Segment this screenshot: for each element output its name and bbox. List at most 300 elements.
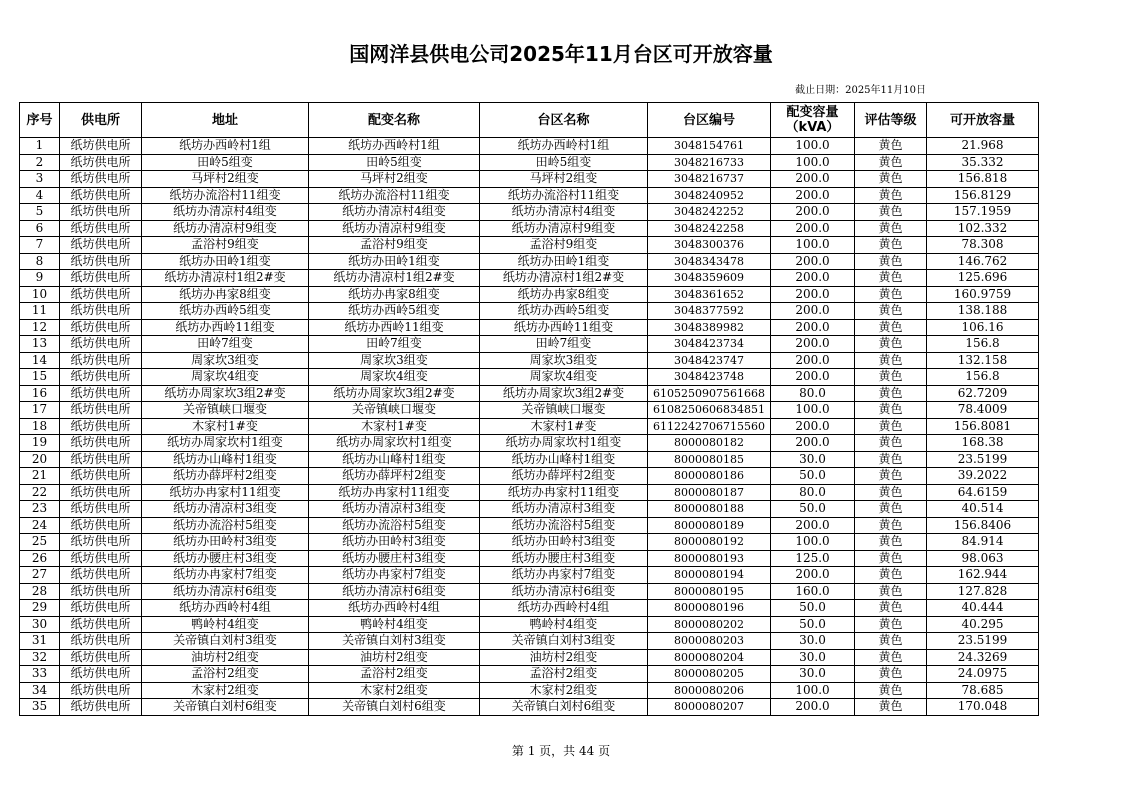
cell-open-capacity: 64.6159 <box>927 484 1039 501</box>
cell-station: 纸坊供电所 <box>60 649 142 666</box>
cell-station: 纸坊供电所 <box>60 402 142 419</box>
cell-capacity: 200.0 <box>771 699 855 716</box>
cell-transformer: 纸坊办冉家村7组变 <box>309 567 480 584</box>
header-transformer: 配变名称 <box>309 103 480 138</box>
cell-station: 纸坊供电所 <box>60 286 142 303</box>
table-row <box>20 583 1039 600</box>
cell-address: 纸坊办西岭村1组 <box>142 138 309 155</box>
cell-open-capacity: 160.9759 <box>927 286 1039 303</box>
cell-area-code: 8000080204 <box>648 649 771 666</box>
cell-capacity: 100.0 <box>771 138 855 155</box>
cell-capacity: 50.0 <box>771 616 855 633</box>
cell-grade: 黄色 <box>855 204 927 221</box>
cell-index: 15 <box>20 369 60 386</box>
cell-open-capacity: 106.16 <box>927 319 1039 336</box>
table-row <box>20 666 1039 683</box>
cell-area-code: 3048423748 <box>648 369 771 386</box>
cell-area-code: 8000080194 <box>648 567 771 584</box>
cell-capacity: 80.0 <box>771 385 855 402</box>
footer-page-suffix: 页 <box>598 744 611 758</box>
table-row <box>20 154 1039 171</box>
cell-index: 16 <box>20 385 60 402</box>
cell-address: 纸坊办清凉村1组2#变 <box>142 270 309 287</box>
cell-open-capacity: 78.4009 <box>927 402 1039 419</box>
cell-address: 纸坊办周家坎3组2#变 <box>142 385 309 402</box>
table-row <box>20 616 1039 633</box>
table-row <box>20 303 1039 320</box>
cell-capacity: 50.0 <box>771 468 855 485</box>
cell-area-code: 6112242706715560 <box>648 418 771 435</box>
cell-station: 纸坊供电所 <box>60 666 142 683</box>
cell-area-name: 油坊村2组变 <box>480 649 648 666</box>
page-title: 国网洋县供电公司2025年11月台区可开放容量 <box>349 42 773 66</box>
cell-station: 纸坊供电所 <box>60 501 142 518</box>
cell-area-code: 3048423734 <box>648 336 771 353</box>
cell-address: 木家村2组变 <box>142 682 309 699</box>
cell-area-name: 田岭5组变 <box>480 154 648 171</box>
cell-transformer: 纸坊办西岭5组变 <box>309 303 480 320</box>
cell-capacity: 100.0 <box>771 402 855 419</box>
cell-area-name: 周家坎3组变 <box>480 352 648 369</box>
cell-open-capacity: 156.8 <box>927 369 1039 386</box>
cell-grade: 黄色 <box>855 699 927 716</box>
cell-address: 关帝镇白刘村6组变 <box>142 699 309 716</box>
page-footer <box>0 742 1122 759</box>
cell-transformer: 纸坊办西岭村1组 <box>309 138 480 155</box>
cell-area-code: 3048216733 <box>648 154 771 171</box>
cell-capacity: 200.0 <box>771 204 855 221</box>
cell-capacity: 200.0 <box>771 418 855 435</box>
cell-open-capacity: 156.8081 <box>927 418 1039 435</box>
table-row <box>20 418 1039 435</box>
capacity-table <box>19 102 1039 716</box>
cell-area-name: 周家坎4组变 <box>480 369 648 386</box>
cell-area-name: 纸坊办清凉村6组变 <box>480 583 648 600</box>
cell-open-capacity: 40.514 <box>927 501 1039 518</box>
cell-grade: 黄色 <box>855 418 927 435</box>
cell-capacity: 50.0 <box>771 600 855 617</box>
cell-capacity: 200.0 <box>771 336 855 353</box>
cell-grade: 黄色 <box>855 517 927 534</box>
cell-transformer: 纸坊办流浴村11组变 <box>309 187 480 204</box>
cell-area-name: 纸坊办田岭村3组变 <box>480 534 648 551</box>
cell-address: 纸坊办山峰村1组变 <box>142 451 309 468</box>
cell-capacity: 200.0 <box>771 567 855 584</box>
cell-area-code: 3048216737 <box>648 171 771 188</box>
table-row <box>20 286 1039 303</box>
cell-area-name: 纸坊办清凉村9组变 <box>480 220 648 237</box>
cell-area-name: 鸭岭村4组变 <box>480 616 648 633</box>
cell-capacity: 200.0 <box>771 187 855 204</box>
cell-area-name: 纸坊办西岭村4组 <box>480 600 648 617</box>
cell-address: 纸坊办田岭1组变 <box>142 253 309 270</box>
footer-page-mid: 页，共 <box>539 744 576 758</box>
cell-grade: 黄色 <box>855 550 927 567</box>
cell-area-code: 8000080207 <box>648 699 771 716</box>
cell-station: 纸坊供电所 <box>60 435 142 452</box>
cell-address: 油坊村2组变 <box>142 649 309 666</box>
cell-area-name: 马坪村2组变 <box>480 171 648 188</box>
cell-address: 纸坊办流浴村11组变 <box>142 187 309 204</box>
cell-open-capacity: 156.8 <box>927 336 1039 353</box>
cell-station: 纸坊供电所 <box>60 369 142 386</box>
cell-open-capacity: 40.444 <box>927 600 1039 617</box>
cell-station: 纸坊供电所 <box>60 468 142 485</box>
cell-area-name: 纸坊办清凉村4组变 <box>480 204 648 221</box>
table-row <box>20 385 1039 402</box>
cell-area-code: 8000080187 <box>648 484 771 501</box>
cell-capacity: 200.0 <box>771 171 855 188</box>
cell-address: 纸坊办周家坎村1组变 <box>142 435 309 452</box>
cell-address: 纸坊办薛坪村2组变 <box>142 468 309 485</box>
cell-station: 纸坊供电所 <box>60 682 142 699</box>
cell-area-name: 纸坊办周家坎3组2#变 <box>480 385 648 402</box>
table-row <box>20 352 1039 369</box>
cutoff-date <box>795 81 926 96</box>
cell-station: 纸坊供电所 <box>60 418 142 435</box>
cell-capacity: 200.0 <box>771 220 855 237</box>
cell-capacity: 160.0 <box>771 583 855 600</box>
cell-grade: 黄色 <box>855 270 927 287</box>
cell-transformer: 纸坊办田岭村3组变 <box>309 534 480 551</box>
cell-area-name: 木家村1#变 <box>480 418 648 435</box>
header-capacity-line2: （kVA） <box>785 120 840 135</box>
cell-grade: 黄色 <box>855 484 927 501</box>
cell-grade: 黄色 <box>855 171 927 188</box>
table-row <box>20 253 1039 270</box>
cell-open-capacity: 132.158 <box>927 352 1039 369</box>
cell-station: 纸坊供电所 <box>60 484 142 501</box>
cell-index: 7 <box>20 237 60 254</box>
cell-transformer: 纸坊办周家坎3组2#变 <box>309 385 480 402</box>
cell-area-name: 纸坊办流浴村5组变 <box>480 517 648 534</box>
cell-open-capacity: 62.7209 <box>927 385 1039 402</box>
cell-grade: 黄色 <box>855 402 927 419</box>
cell-capacity: 125.0 <box>771 550 855 567</box>
cell-grade: 黄色 <box>855 600 927 617</box>
cell-grade: 黄色 <box>855 567 927 584</box>
cell-area-name: 纸坊办清凉村1组2#变 <box>480 270 648 287</box>
cell-transformer: 纸坊办清凉村3组变 <box>309 501 480 518</box>
cell-capacity: 30.0 <box>771 649 855 666</box>
cell-transformer: 马坪村2组变 <box>309 171 480 188</box>
cell-area-code: 8000080196 <box>648 600 771 617</box>
cell-area-code: 8000080182 <box>648 435 771 452</box>
cell-address: 纸坊办清凉村4组变 <box>142 204 309 221</box>
header-index: 序号 <box>20 103 60 138</box>
cell-open-capacity: 156.8406 <box>927 517 1039 534</box>
cell-index: 23 <box>20 501 60 518</box>
header-area-code: 台区编号 <box>648 103 771 138</box>
cell-area-name: 纸坊办流浴村11组变 <box>480 187 648 204</box>
cell-index: 28 <box>20 583 60 600</box>
cell-area-name: 纸坊办冉家村7组变 <box>480 567 648 584</box>
cell-transformer: 木家村2组变 <box>309 682 480 699</box>
cell-address: 纸坊办清凉村9组变 <box>142 220 309 237</box>
cell-station: 纸坊供电所 <box>60 633 142 650</box>
cell-transformer: 纸坊办西岭11组变 <box>309 319 480 336</box>
cell-index: 5 <box>20 204 60 221</box>
cell-transformer: 纸坊办冉家8组变 <box>309 286 480 303</box>
cell-address: 纸坊办田岭村3组变 <box>142 534 309 551</box>
cell-area-name: 纸坊办西岭村1组 <box>480 138 648 155</box>
table-row <box>20 435 1039 452</box>
table-row <box>20 451 1039 468</box>
cell-index: 21 <box>20 468 60 485</box>
cell-transformer: 木家村1#变 <box>309 418 480 435</box>
footer-page-total: 44 <box>579 744 595 758</box>
cell-capacity: 100.0 <box>771 237 855 254</box>
cell-transformer: 纸坊办田岭1组变 <box>309 253 480 270</box>
cell-address: 纸坊办冉家8组变 <box>142 286 309 303</box>
cell-index: 20 <box>20 451 60 468</box>
cell-capacity: 30.0 <box>771 666 855 683</box>
cell-transformer: 油坊村2组变 <box>309 649 480 666</box>
cell-area-name: 关帝镇峡口堰变 <box>480 402 648 419</box>
cell-index: 12 <box>20 319 60 336</box>
cell-station: 纸坊供电所 <box>60 319 142 336</box>
cell-grade: 黄色 <box>855 154 927 171</box>
cell-open-capacity: 157.1959 <box>927 204 1039 221</box>
cell-station: 纸坊供电所 <box>60 336 142 353</box>
cell-address: 纸坊办清凉村6组变 <box>142 583 309 600</box>
cell-open-capacity: 170.048 <box>927 699 1039 716</box>
cell-index: 11 <box>20 303 60 320</box>
cell-area-name: 木家村2组变 <box>480 682 648 699</box>
cell-area-code: 3048242252 <box>648 204 771 221</box>
table-row <box>20 468 1039 485</box>
table-row <box>20 682 1039 699</box>
cell-index: 29 <box>20 600 60 617</box>
cell-address: 马坪村2组变 <box>142 171 309 188</box>
cell-transformer: 纸坊办冉家村11组变 <box>309 484 480 501</box>
cell-address: 纸坊办清凉村3组变 <box>142 501 309 518</box>
cell-transformer: 关帝镇白刘村3组变 <box>309 633 480 650</box>
cell-index: 1 <box>20 138 60 155</box>
cell-grade: 黄色 <box>855 451 927 468</box>
cutoff-date-value: 2025年11月10日 <box>845 85 926 96</box>
table-row <box>20 517 1039 534</box>
cell-grade: 黄色 <box>855 468 927 485</box>
cell-index: 3 <box>20 171 60 188</box>
cell-area-code: 3048343478 <box>648 253 771 270</box>
table-row <box>20 402 1039 419</box>
cell-transformer: 纸坊办西岭村4组 <box>309 600 480 617</box>
cell-area-code: 3048361652 <box>648 286 771 303</box>
cell-area-name: 关帝镇白刘村3组变 <box>480 633 648 650</box>
cell-open-capacity: 168.38 <box>927 435 1039 452</box>
cell-index: 10 <box>20 286 60 303</box>
cell-station: 纸坊供电所 <box>60 220 142 237</box>
cell-address: 周家坎4组变 <box>142 369 309 386</box>
header-capacity-line1: 配变容量 <box>786 105 839 120</box>
cell-transformer: 孟浴村9组变 <box>309 237 480 254</box>
cutoff-date-label: 截止日期： <box>795 85 846 96</box>
cell-area-code: 3048423747 <box>648 352 771 369</box>
cell-station: 纸坊供电所 <box>60 204 142 221</box>
cell-station: 纸坊供电所 <box>60 517 142 534</box>
table-row <box>20 336 1039 353</box>
cell-area-code: 8000080202 <box>648 616 771 633</box>
cell-area-code: 3048242258 <box>648 220 771 237</box>
cell-station: 纸坊供电所 <box>60 253 142 270</box>
cell-grade: 黄色 <box>855 303 927 320</box>
cell-address: 纸坊办流浴村5组变 <box>142 517 309 534</box>
cell-grade: 黄色 <box>855 220 927 237</box>
cell-area-code: 6105250907561668 <box>648 385 771 402</box>
cell-open-capacity: 84.914 <box>927 534 1039 551</box>
cell-capacity: 100.0 <box>771 682 855 699</box>
cell-area-code: 8000080205 <box>648 666 771 683</box>
cell-index: 19 <box>20 435 60 452</box>
cell-capacity: 50.0 <box>771 501 855 518</box>
table-row <box>20 204 1039 221</box>
cell-open-capacity: 162.944 <box>927 567 1039 584</box>
cell-station: 纸坊供电所 <box>60 154 142 171</box>
cell-index: 2 <box>20 154 60 171</box>
cell-index: 24 <box>20 517 60 534</box>
cell-address: 木家村1#变 <box>142 418 309 435</box>
cell-station: 纸坊供电所 <box>60 237 142 254</box>
cell-open-capacity: 138.188 <box>927 303 1039 320</box>
cell-capacity: 200.0 <box>771 517 855 534</box>
cell-area-name: 纸坊办西岭5组变 <box>480 303 648 320</box>
table-header <box>20 103 1039 138</box>
cell-open-capacity: 127.828 <box>927 583 1039 600</box>
cell-index: 25 <box>20 534 60 551</box>
cell-area-code: 6108250606834851 <box>648 402 771 419</box>
cell-grade: 黄色 <box>855 682 927 699</box>
table-body <box>20 138 1039 716</box>
cell-capacity: 30.0 <box>771 451 855 468</box>
cell-address: 鸭岭村4组变 <box>142 616 309 633</box>
cell-transformer: 纸坊办清凉村4组变 <box>309 204 480 221</box>
cell-transformer: 纸坊办清凉村6组变 <box>309 583 480 600</box>
cell-transformer: 纸坊办薛坪村2组变 <box>309 468 480 485</box>
cell-index: 8 <box>20 253 60 270</box>
cell-address: 纸坊办冉家村7组变 <box>142 567 309 584</box>
header-capacity <box>771 103 855 138</box>
cell-address: 周家坎3组变 <box>142 352 309 369</box>
cell-station: 纸坊供电所 <box>60 352 142 369</box>
cell-address: 田岭7组变 <box>142 336 309 353</box>
cell-index: 33 <box>20 666 60 683</box>
cell-area-name: 孟浴村9组变 <box>480 237 648 254</box>
cell-area-code: 8000080186 <box>648 468 771 485</box>
cell-grade: 黄色 <box>855 649 927 666</box>
cell-transformer: 鸭岭村4组变 <box>309 616 480 633</box>
cell-address: 纸坊办冉家村11组变 <box>142 484 309 501</box>
cell-transformer: 纸坊办流浴村5组变 <box>309 517 480 534</box>
table-row <box>20 649 1039 666</box>
cell-area-code: 3048359609 <box>648 270 771 287</box>
cell-open-capacity: 125.696 <box>927 270 1039 287</box>
cell-grade: 黄色 <box>855 666 927 683</box>
cell-capacity: 200.0 <box>771 270 855 287</box>
cell-area-code: 3048389982 <box>648 319 771 336</box>
cell-area-code: 3048377592 <box>648 303 771 320</box>
cell-transformer: 周家坎3组变 <box>309 352 480 369</box>
cell-open-capacity: 98.063 <box>927 550 1039 567</box>
cell-area-code: 8000080189 <box>648 517 771 534</box>
cell-transformer: 关帝镇峡口堰变 <box>309 402 480 419</box>
cell-grade: 黄色 <box>855 369 927 386</box>
cell-area-name: 纸坊办田岭1组变 <box>480 253 648 270</box>
cell-address: 纸坊办西岭5组变 <box>142 303 309 320</box>
cell-index: 31 <box>20 633 60 650</box>
cell-transformer: 纸坊办清凉村1组2#变 <box>309 270 480 287</box>
cell-area-code: 8000080203 <box>648 633 771 650</box>
cell-grade: 黄色 <box>855 352 927 369</box>
header-grade: 评估等级 <box>855 103 927 138</box>
cell-area-name: 关帝镇白刘村6组变 <box>480 699 648 716</box>
cell-capacity: 30.0 <box>771 633 855 650</box>
cell-station: 纸坊供电所 <box>60 451 142 468</box>
cell-grade: 黄色 <box>855 534 927 551</box>
cell-open-capacity: 23.5199 <box>927 633 1039 650</box>
table-row <box>20 270 1039 287</box>
cell-grade: 黄色 <box>855 187 927 204</box>
cell-station: 纸坊供电所 <box>60 303 142 320</box>
cell-area-code: 3048300376 <box>648 237 771 254</box>
cell-open-capacity: 156.818 <box>927 171 1039 188</box>
cell-open-capacity: 35.332 <box>927 154 1039 171</box>
cell-grade: 黄色 <box>855 501 927 518</box>
cell-capacity: 100.0 <box>771 154 855 171</box>
cell-capacity: 200.0 <box>771 303 855 320</box>
cell-index: 17 <box>20 402 60 419</box>
table-row <box>20 138 1039 155</box>
cell-area-name: 孟浴村2组变 <box>480 666 648 683</box>
cell-capacity: 100.0 <box>771 534 855 551</box>
cell-index: 6 <box>20 220 60 237</box>
cell-address: 关帝镇峡口堰变 <box>142 402 309 419</box>
cell-area-code: 8000080188 <box>648 501 771 518</box>
table-row <box>20 534 1039 551</box>
cell-open-capacity: 78.685 <box>927 682 1039 699</box>
table-row <box>20 171 1039 188</box>
cell-station: 纸坊供电所 <box>60 616 142 633</box>
cell-grade: 黄色 <box>855 435 927 452</box>
cell-grade: 黄色 <box>855 319 927 336</box>
cell-address: 田岭5组变 <box>142 154 309 171</box>
cell-transformer: 纸坊办周家坎村1组变 <box>309 435 480 452</box>
cell-area-code: 8000080193 <box>648 550 771 567</box>
cell-station: 纸坊供电所 <box>60 534 142 551</box>
cell-index: 4 <box>20 187 60 204</box>
cell-area-code: 3048240952 <box>648 187 771 204</box>
cell-capacity: 200.0 <box>771 369 855 386</box>
cell-capacity: 200.0 <box>771 319 855 336</box>
cell-capacity: 200.0 <box>771 286 855 303</box>
cell-open-capacity: 102.332 <box>927 220 1039 237</box>
header-station: 供电所 <box>60 103 142 138</box>
cell-open-capacity: 21.968 <box>927 138 1039 155</box>
cell-address: 纸坊办西岭11组变 <box>142 319 309 336</box>
cell-index: 22 <box>20 484 60 501</box>
header-open-capacity: 可开放容量 <box>927 103 1039 138</box>
cell-open-capacity: 23.5199 <box>927 451 1039 468</box>
cell-area-code: 8000080195 <box>648 583 771 600</box>
table-row <box>20 699 1039 716</box>
cell-transformer: 纸坊办清凉村9组变 <box>309 220 480 237</box>
cell-capacity: 80.0 <box>771 484 855 501</box>
cell-area-code: 8000080185 <box>648 451 771 468</box>
cell-station: 纸坊供电所 <box>60 699 142 716</box>
cell-area-name: 纸坊办周家坎村1组变 <box>480 435 648 452</box>
footer-page-prefix: 第 <box>511 744 524 758</box>
cell-index: 26 <box>20 550 60 567</box>
